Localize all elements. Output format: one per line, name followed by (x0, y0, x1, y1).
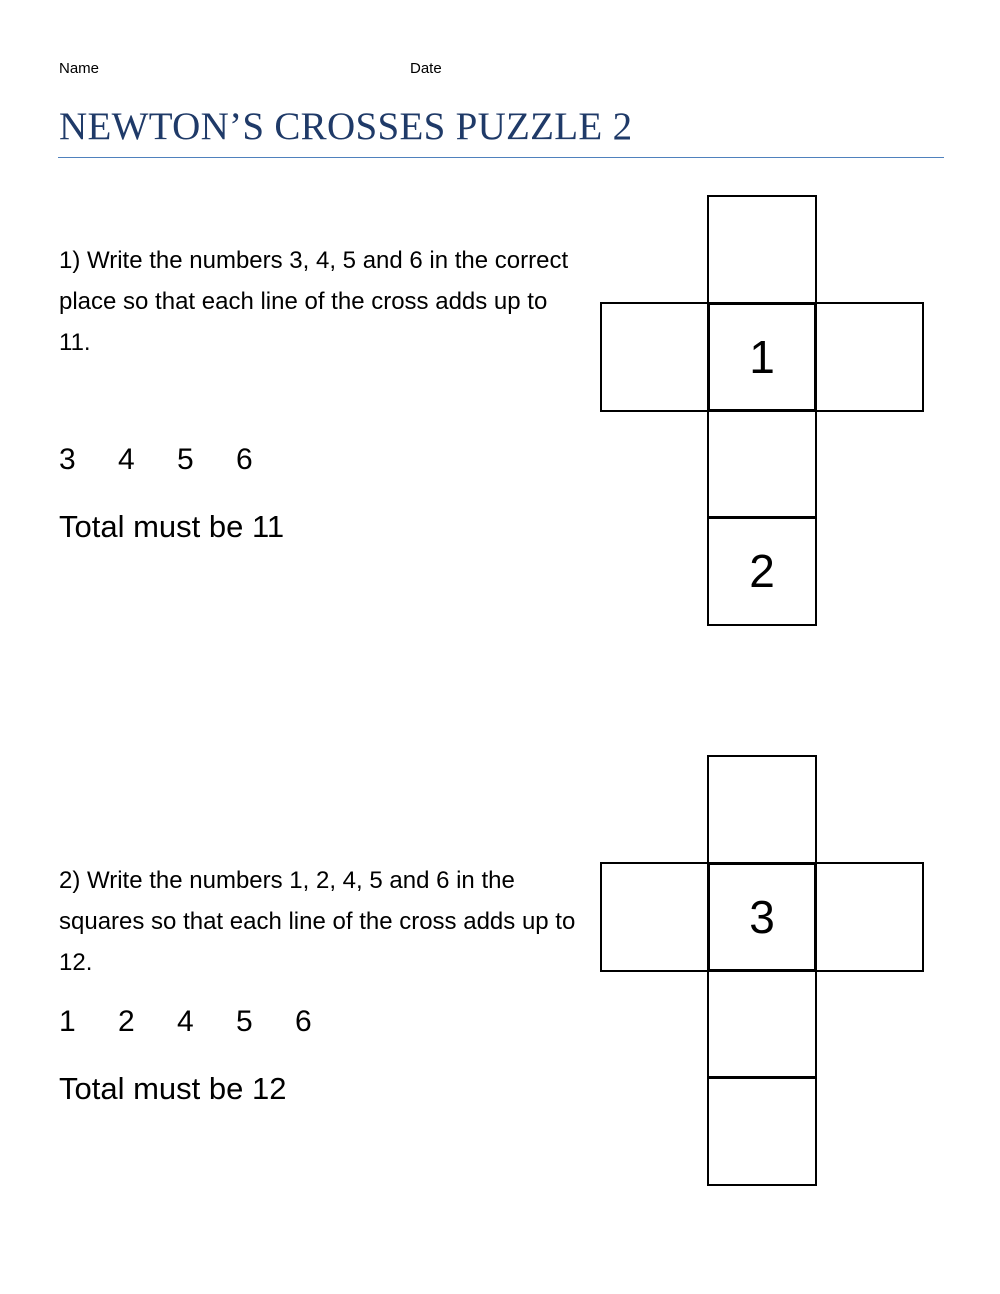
number-option: 6 (236, 443, 253, 476)
number-option: 4 (118, 443, 135, 476)
cross-cell-right[interactable] (814, 302, 924, 412)
cross-cell-center: 3 (707, 862, 817, 972)
puzzle-2-number-bank (59, 1005, 354, 1039)
puzzle-1-total: Total must be 11 (59, 509, 285, 544)
cross-cell-lower[interactable] (707, 409, 817, 519)
number-option: 1 (59, 1005, 76, 1038)
cross-cell-left[interactable] (600, 862, 710, 972)
cross-cell-top[interactable] (707, 755, 817, 865)
puzzle-1-instruction: 1) Write the numbers 3, 4, 5 and 6 in the correct place so that each line of the cross adds up to 11. (59, 247, 569, 356)
cross-cell-right[interactable] (814, 862, 924, 972)
puzzle-2-total: Total must be 12 (59, 1071, 287, 1106)
number-option: 5 (236, 1005, 253, 1038)
number-option: 5 (177, 443, 194, 476)
cross-cell-left[interactable] (600, 302, 710, 412)
number-option: 2 (118, 1005, 135, 1038)
page-title: NEWTON’S CROSSES PUZZLE 2 (59, 105, 633, 148)
number-option: 4 (177, 1005, 194, 1038)
title-divider (58, 157, 944, 158)
puzzle-2-instruction: 2) Write the numbers 1, 2, 4, 5 and 6 in the squares so that each line of the cross adds up to 12. (59, 867, 576, 976)
puzzle-1-number-bank (59, 443, 295, 477)
name-label: Name (59, 60, 100, 77)
cross-cell-bottom: 2 (707, 516, 817, 626)
cross-cell-center: 1 (707, 302, 817, 412)
date-label: Date (410, 60, 442, 77)
cross-cell-bottom[interactable] (707, 1076, 817, 1186)
number-option: 6 (295, 1005, 312, 1038)
cross-cell-top[interactable] (707, 195, 817, 305)
cross-cell-lower[interactable] (707, 969, 817, 1079)
number-option: 3 (59, 443, 76, 476)
